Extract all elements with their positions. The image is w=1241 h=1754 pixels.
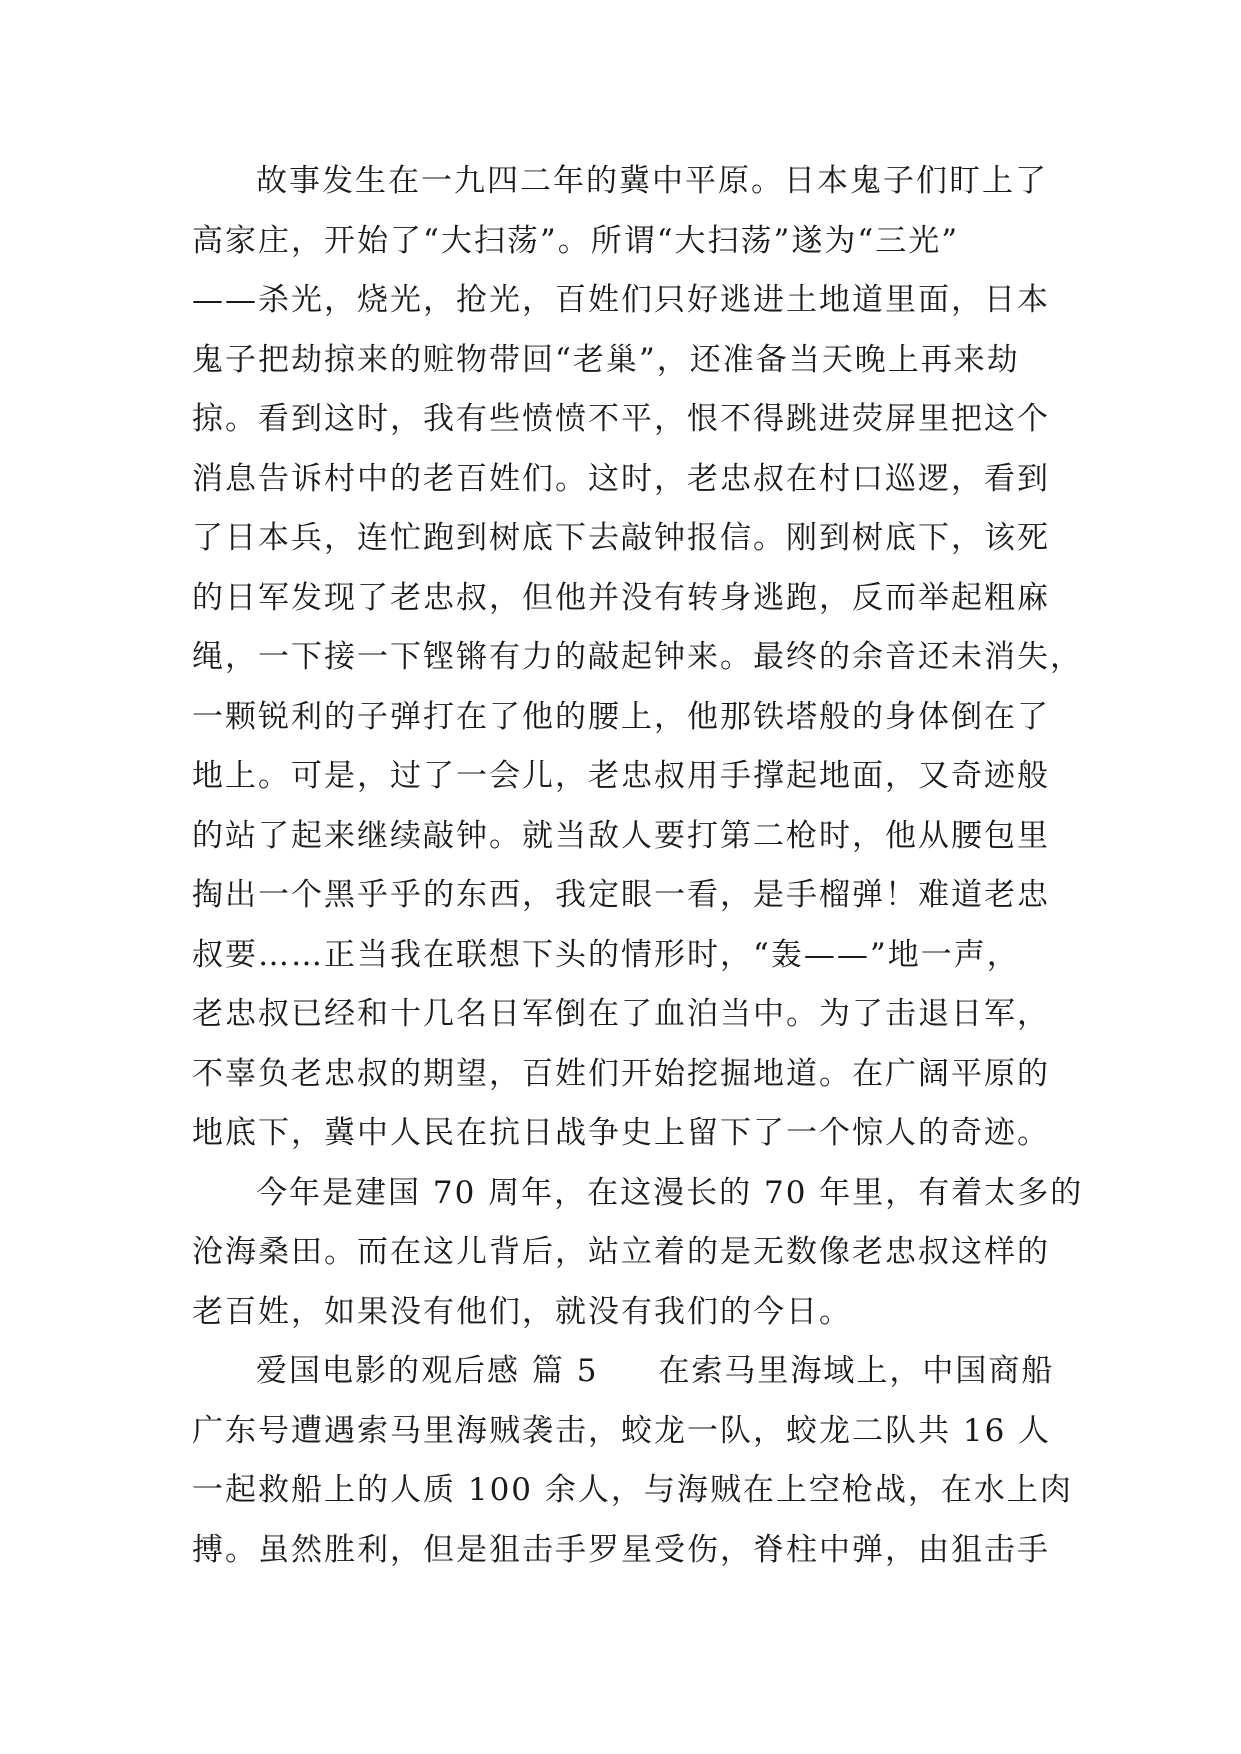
document-body [192,152,1084,1580]
paragraph-line: 消息告诉村中的老百姓们。这时，老忠叔在村口巡逻，看到 [192,460,1050,497]
paragraph-line: 搏。虽然胜利，但是狙击手罗星受伤，脊柱中弹，由狙击手 [192,1531,1050,1568]
paragraph-line: 故事发生在一九四二年的冀中平原。日本鬼子们盯上了 [256,163,1048,199]
section-heading-line [192,1342,1072,1402]
paragraph-line: 沧海桑田。而在这儿背后，站立着的是无数像老忠叔这样的 [192,1234,1050,1270]
paragraph-line: ——杀光，烧光，抢光，百姓们只好逃进土地道里面，日本 [192,282,1050,318]
paragraph-line: 掠。看到这时，我有些愤愤不平，恨不得跳进荧屏里把这个 [192,401,1050,437]
paragraph-line: 叔要……正当我在联想下头的情形时，“轰——”地一声， [192,936,1020,973]
paragraph-line: 鬼子把劫掠来的赃物带回“老巢”，还准备当天晚上再来劫 [192,341,1020,378]
section-heading: 爱国电影的观后感 篇 5 [256,1353,599,1389]
paragraph-line: 高家庄，开始了“大扫荡”。所谓“大扫荡”遂为“三光” [192,222,960,259]
paragraph-3 [192,1342,1072,1580]
paragraph-line: 的站了起来继续敲钟。就当敌人要打第二枪时，他从腰包里 [192,817,1050,854]
paragraph-line: 老百姓，如果没有他们，就没有我们的今日。 [192,1293,852,1330]
paragraph-line: 今年是建国 70 周年，在这漫长的 70 年里，有着太多的 [256,1174,1084,1211]
paragraph-line-start: 在索马里海域上，中国商船 [658,1353,1055,1389]
paragraph-line: 的日军发现了老忠叔，但他并没有转身逃跑，反而举起粗麻 [192,579,1050,616]
paragraph-line: 地上。可是，过了一会儿，老忠叔用手撑起地面，又奇迹般 [192,758,1050,794]
paragraph-line: 不辜负老忠叔的期望，百姓们开始挖掘地道。在广阔平原的 [192,1055,1050,1092]
paragraph-line: 一起救船上的人质 100 余人，与海贼在上空枪战，在水上肉 [192,1472,1073,1508]
paragraph-line: 绳，一下接一下铿锵有力的敲起钟来。最终的余音还未消失， [192,639,1083,675]
paragraph-line: 地底下，冀中人民在抗日战争史上留下了一个惊人的奇迹。 [192,1115,1050,1151]
paragraph-1 [192,152,1083,1164]
paragraph-line: 一颗锐利的子弹打在了他的腰上，他那铁塔般的身体倒在了 [192,698,1050,735]
paragraph-line: 广东号遭遇索马里海贼袭击，蛟龙一队，蛟龙二队共 16 人 [192,1412,1052,1449]
paragraph-line: 掏出一个黑乎乎的东西，我定眼一看，是手榴弹！难道老忠 [192,877,1050,913]
paragraph-line: 了日本兵，连忙跑到树底下去敲钟报信。刚到树底下，该死 [192,520,1050,556]
paragraph-line: 老忠叔已经和十几名日军倒在了血泊当中。为了击退日军， [192,996,1050,1032]
paragraph-2 [192,1164,1084,1343]
